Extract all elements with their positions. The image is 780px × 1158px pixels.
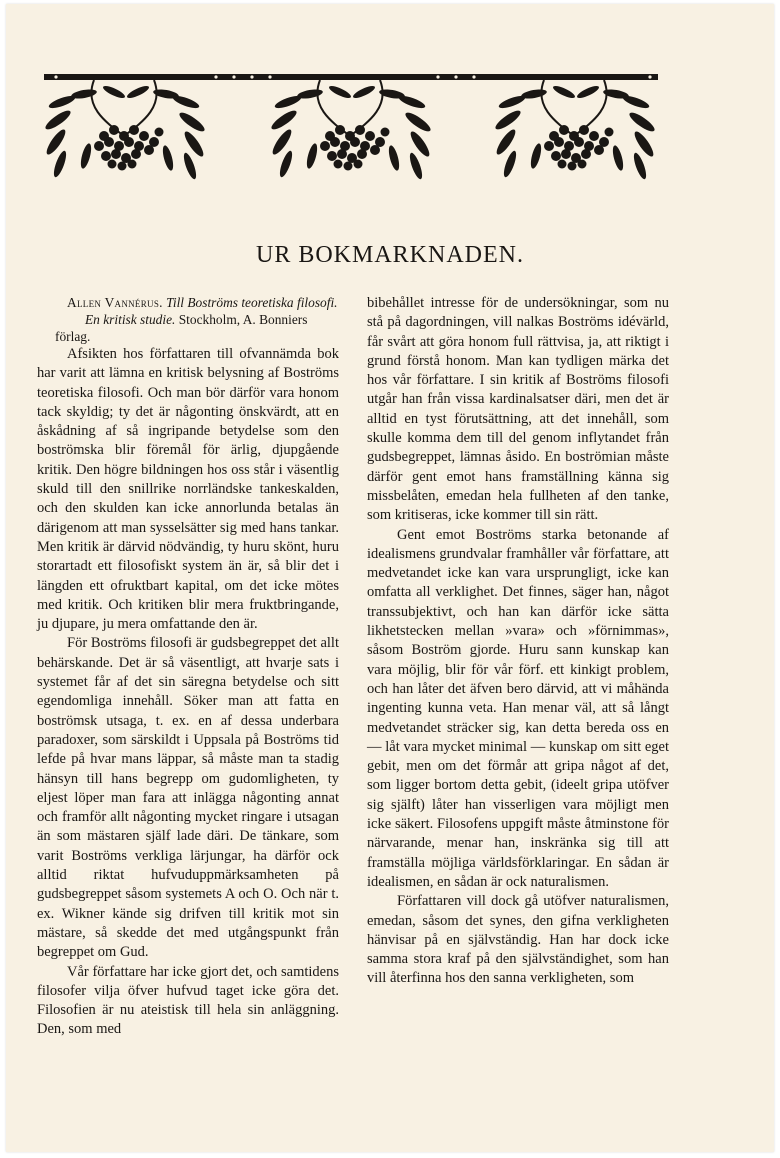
citation-subtitle: En kritisk studie. — [85, 312, 176, 327]
book-citation — [37, 294, 339, 345]
paragraph: Gent emot Boströms starka betonande af idealismens grundvalar framhåller vår författare, att medvetandet icke kan vara ursprungligt, icke kan omfatta all verklighet. Det finnes, säger han, något transsubjektivt, och han kan därför icke sätta likhetstecken mellan »vara» och »förnimmas», såsom Boström gjorde. Huru sann kunskap kan vara möjlig, blir för vår förf. ett kinkigt problem, och han låter det äfven bero därvid, att vi måhända ingenting kunna veta. Han menar väl, att så långt medvetandet sträcker sig, kan detta bereda oss en — låt vara mycket minimal — kunskap om sitt eget gebit, men om det förmår att gripa något af det, som ligger bortom detta gebit, (ideelt gripa utöfver sig själft) låter han visserligen vara möjligt men icke säkert. Filosofens uppgift måste åtminstone för närvarande, menar han, inskränka sig till att framställa möjliga världsförklaringar. En sådan är idealismen, en sådan är ock naturalismen. — [367, 526, 669, 890]
page-title: UR BOKMARKNADEN. — [255, 242, 524, 268]
citation-author: Allen Vannérus. — [67, 295, 163, 310]
paragraph: Vår författare har icke gjort det, och samtidens filosofer vilja öfver hufvud taget icke göra det. Filosofien är nu ateistisk till hela sin anläggning. Den, som med — [37, 963, 339, 1038]
citation-book-title: Till Boströms teoretiska filosofi. — [166, 295, 338, 310]
citation-line-2 — [37, 311, 339, 345]
paragraph: Författaren vill dock gå utöfver naturalismen, emedan, såsom det synes, den gifna verkligheten hänvisar på en självständig. Han har dock icke samma stora kraf på den självständighet, som han vill återfinna hos den sanna verkligheten, som — [367, 893, 669, 987]
paragraph: För Boströms filosofi är gudsbegreppet det allt behärskande. Det är så väsentligt, att hvarje sats i systemet får af det sin säregna betydelse och sitt egendomliga innehåll. Söker man att fatta en boströmsk utsaga, t. ex. en af dessa underbara paradoxer, som särskildt i Uppsala på Boströms tid lefde på hvar mans läppar, så måste man ta stadig hänsyn till hans begrepp om gudomligheten, ty eljest löper man fara att inlägga någonting annat och framför allt någonting mycket ringare i utsagan än som mästaren själf lade däri. De tänkare, som varit Boströms verkliga lärjungar, ha därför ock alltid riktat hufvuduppmärksamheten på gudsbegreppet såsom systemets A och O. Och när t. ex. Wikner kände sig drifven till kritik mot sin mästare, så skedde det med utgångspunkt från begreppet om Gud. — [37, 635, 339, 961]
citation-publisher: Stockholm, A. Bonniers förlag. — [55, 312, 308, 344]
text-column-left — [37, 294, 339, 1040]
rowan-berry-ornament-icon — [44, 66, 664, 188]
page — [6, 4, 774, 1152]
paragraph: bibehållet intresse för de undersökningar, som nu stå på dagordningen, vill nalkas Boströms idévärld, får svårt att göra honom full rättvisa, ja, att riktigt i grund förstå honom. Man kan tydligen märka det hos vår författare. I sin kritik af Boströms filosofi utgår han från vissa kardinalsatser däri, men det är alltid en tyst förutsättning, att det innehåll, som skulle komma dem till del genom inflytandet från gudsbegreppet, lämnas åsido. En boströmian måste därför gent emot hans framställning känna sig missbelåten, emedan hela fullheten af den tanke, som kritiseras, icke kommer till sin rätt. — [367, 295, 669, 524]
paragraph: Afsikten hos författaren till ofvannämda bok har varit att lämna en kritisk belysning af Boströms teoretiska filosofi. Och man bör därför vara honom tack skyldig; ty det är någonting önskvärdt, att en åskådning af så ingripande betydelse som den boströmska blir föremål för ärlig, djupgående kritik. Den högre bildningen hos oss står i väsentlig skuld till den snillrike norrländske tankeskalden, och den skulden kan icke annorlunda betalas än därigenom att man sysselsätter sig med hans tankar. Men kritik är därvid nödvändig, ty huru skönt, huru storartadt ett filosofiskt system än är, så blir det i längden ett ofruktbart kapital, om det icke mötes med kritik. Och kritiken blir mera fruktbringande, ju djupare, ju mera omfattande den är. — [37, 346, 339, 633]
text-column-right — [367, 294, 669, 989]
